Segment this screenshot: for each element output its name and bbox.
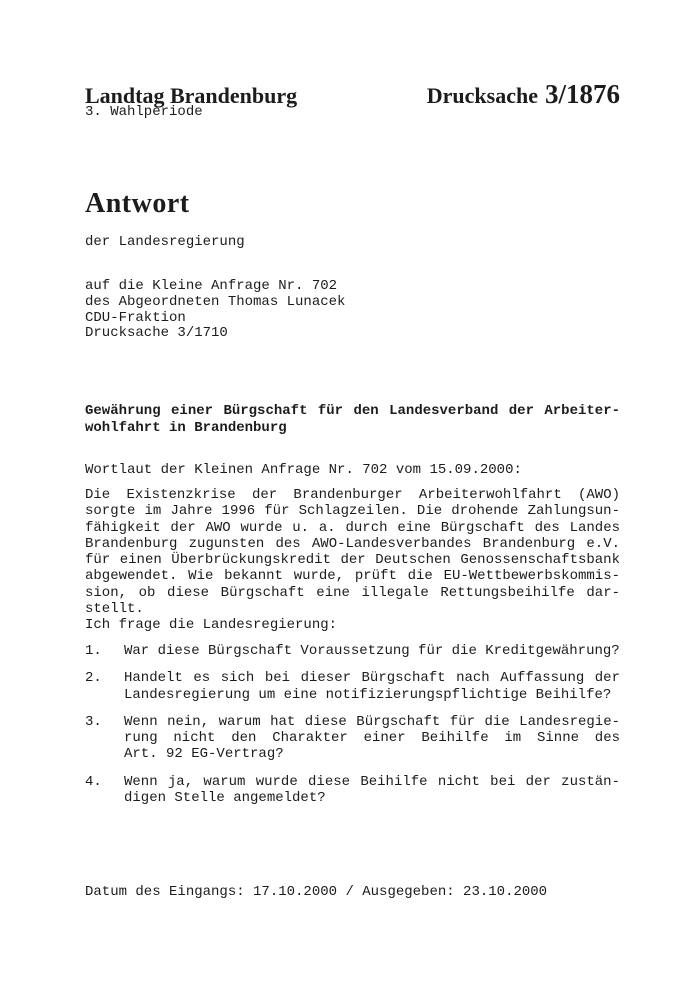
institution-name: Landtag Brandenburg (85, 83, 298, 108)
question-text (124, 774, 620, 807)
text-line: sion, ob diese Bürgschaft eine illegale Rettungsbeihilfe dar- (85, 584, 620, 601)
question-item (85, 774, 620, 807)
dates-footer: Datum des Eingangs: 17.10.2000 / Ausgegeben: 23.10.2000 (85, 884, 548, 900)
text-line: digen Stelle angemeldet? (124, 790, 326, 807)
text-line: des Abgeordneten Thomas Lunacek (85, 293, 346, 310)
text-line: Handelt es sich bei dieser Bürgschaft nach Auffassung der (124, 670, 620, 687)
question-number: 4. (85, 773, 102, 790)
doc-type-label: Drucksache (426, 83, 538, 108)
request-reference-block (85, 279, 345, 342)
doc-number: 3/1876 (544, 79, 620, 109)
text-line: Wenn nein, warum hat diese Bürgschaft für die Landesregie- (124, 713, 620, 730)
text-line: auf die Kleine Anfrage Nr. 702 (85, 278, 338, 294)
text-line: für einen Überbrückungskredit der Deutschen Genossenschaftsbank (85, 552, 620, 569)
question-body-paragraph (85, 487, 620, 617)
question-text (124, 643, 620, 659)
question-number: 1. (85, 643, 102, 659)
text-line: rung nicht den Charakter einer Beihilfe im Sinne des (124, 730, 620, 747)
question-list (85, 643, 620, 817)
question-text (124, 670, 620, 703)
text-line: Gewährung einer Bürgschaft für den Landesverband der Arbeiter- (85, 403, 620, 419)
text-line: fähigkeit der AWO wurde u. a. durch eine Bürgschaft des Landes (85, 519, 620, 536)
question-item (85, 714, 620, 763)
text-line: Art. 92 EG-Vertrag? (124, 746, 284, 763)
document-subtitle: der Landesregierung (85, 234, 245, 250)
text-line: sorgte im Jahre 1996 für Schlagzeilen. Die drohende Zahlungsun- (85, 503, 620, 520)
text-line: Wenn ja, warum wurde diese Beihilfe nicht bei der zustän- (124, 773, 620, 790)
question-prompt: Ich frage die Landesregierung: (85, 617, 338, 633)
text-line: stellt. (85, 601, 144, 618)
text-line: War diese Bürgschaft Voraussetzung für die Kreditgewährung? (124, 643, 620, 659)
question-item (85, 670, 620, 703)
question-text (124, 714, 620, 763)
legislative-period: 3. Wahlperiode (85, 104, 203, 120)
document-title: Antwort (85, 188, 190, 219)
question-number: 2. (85, 670, 102, 687)
text-line: CDU-Fraktion (85, 309, 186, 326)
question-text-intro: Wortlaut der Kleinen Anfrage Nr. 702 vom 15.09.2000: (85, 462, 522, 478)
text-line: Landesregierung um eine notifizierungspflichtige Beihilfe? (124, 686, 612, 703)
question-item (85, 643, 620, 659)
document-reference (427, 80, 620, 110)
text-line: abgewendet. Wie bekannt wurde, prüft die EU-Wettbewerbskommis- (85, 568, 620, 585)
text-line: Drucksache 3/1710 (85, 325, 228, 342)
text-line: Die Existenzkrise der Brandenburger Arbeiterwohlfahrt (AWO) (85, 487, 620, 503)
text-line: wohlfahrt in Brandenburg (85, 420, 287, 436)
text-line: Brandenburg zugunsten des AWO-Landesverbandes Brandenburg e.V. (85, 535, 620, 552)
subject-heading (85, 403, 620, 437)
question-number: 3. (85, 713, 102, 730)
